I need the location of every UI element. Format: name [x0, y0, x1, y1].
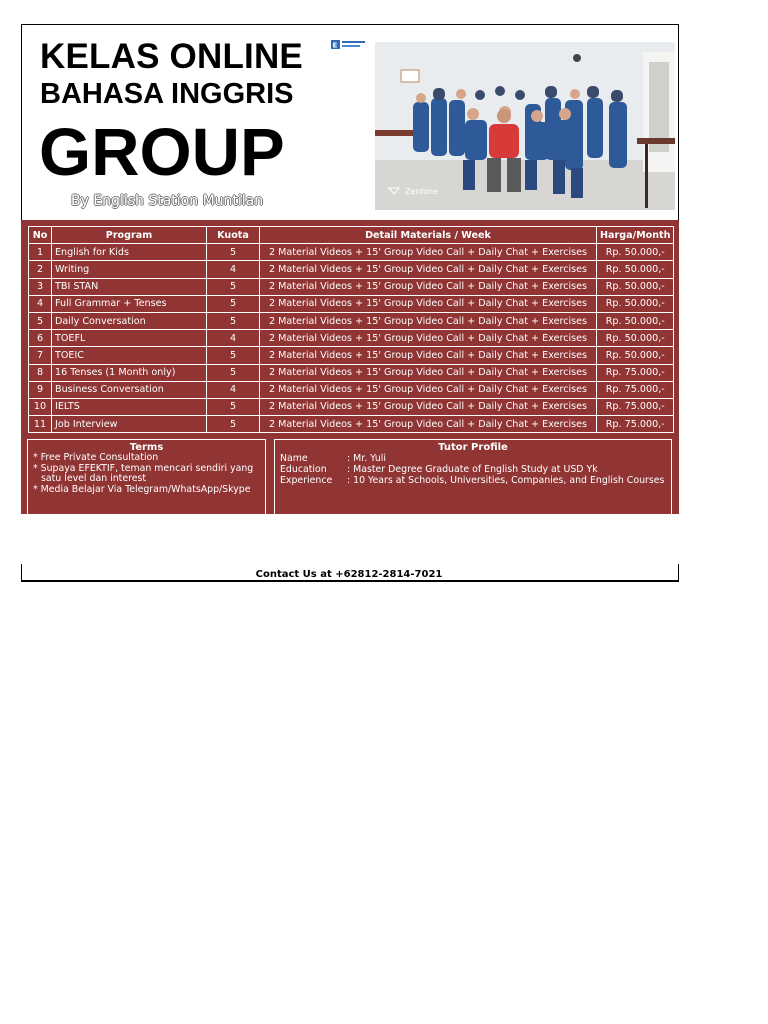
tutor-profile-title: Tutor Profile	[438, 442, 508, 453]
pricing-table	[28, 226, 674, 433]
col-header-kuota: Kuota	[207, 227, 260, 244]
table-row	[29, 416, 674, 433]
table-header-row	[29, 227, 674, 244]
cell-no: 11	[29, 416, 52, 433]
cell-harga: Rp. 50.000,-	[597, 312, 674, 329]
cell-no: 7	[29, 347, 52, 364]
flyer-header	[21, 24, 679, 221]
cell-program: English for Kids	[52, 244, 207, 261]
tutor-row-experience	[280, 475, 671, 486]
cell-no: 1	[29, 244, 52, 261]
tutor-row-education	[280, 464, 671, 475]
cell-kuota: 5	[207, 416, 260, 433]
table-row	[29, 381, 674, 398]
tutor-row-name	[280, 453, 671, 464]
terms-title: Terms	[129, 442, 164, 453]
terms-item: satu level dan interest	[41, 473, 147, 485]
table-row	[29, 295, 674, 312]
cell-no: 2	[29, 261, 52, 278]
cell-harga: Rp. 50.000,-	[597, 244, 674, 261]
cell-no: 6	[29, 330, 52, 347]
title-group: GROUP	[39, 115, 285, 190]
tutor-value: : 10 Years at Schools, Universities, Companies, and English Courses	[347, 475, 665, 486]
col-header-no: No	[29, 227, 52, 244]
svg-text:E: E	[332, 41, 338, 50]
group-photo	[375, 42, 675, 210]
cell-kuota: 4	[207, 381, 260, 398]
tutor-key: Name	[280, 453, 308, 464]
contact-line: Contact Us at +62812-2814-7021	[255, 569, 443, 580]
cell-program: 16 Tenses (1 Month only)	[52, 364, 207, 381]
cell-program: Business Conversation	[52, 381, 207, 398]
cell-kuota: 4	[207, 330, 260, 347]
tutor-profile-box	[274, 439, 672, 515]
cell-detail: 2 Material Videos + 15' Group Video Call + Daily Chat + Exercises	[260, 295, 597, 312]
terms-item: * Media Belajar Via Telegram/WhatsApp/Skype	[33, 483, 251, 495]
flyer-document	[21, 24, 679, 582]
cell-kuota: 5	[207, 278, 260, 295]
table-row	[29, 398, 674, 415]
title-kelas-online: KELAS ONLINE	[40, 37, 303, 76]
table-row	[29, 364, 674, 381]
table-row	[29, 347, 674, 364]
photo-watermark-text: Zenfone	[405, 187, 439, 196]
cell-program: Job Interview	[52, 416, 207, 433]
cell-harga: Rp. 75.000,-	[597, 364, 674, 381]
cell-no: 8	[29, 364, 52, 381]
cell-no: 4	[29, 295, 52, 312]
cell-harga: Rp. 50.000,-	[597, 295, 674, 312]
cell-detail: 2 Material Videos + 15' Group Video Call + Daily Chat + Exercises	[260, 398, 597, 415]
tutor-value: : Mr. Yuli	[347, 453, 386, 464]
cell-no: 10	[29, 398, 52, 415]
cell-harga: Rp. 50.000,-	[597, 278, 674, 295]
table-row	[29, 330, 674, 347]
col-header-detail: Detail Materials / Week	[260, 227, 597, 244]
col-header-harga: Harga/Month	[597, 227, 674, 244]
cell-harga: Rp. 50.000,-	[597, 347, 674, 364]
cell-program: Writing	[52, 261, 207, 278]
cell-kuota: 5	[207, 347, 260, 364]
english-station-logo-icon	[331, 39, 366, 51]
cell-program: TOEFL	[52, 330, 207, 347]
cell-harga: Rp. 75.000,-	[597, 416, 674, 433]
cell-kuota: 5	[207, 244, 260, 261]
tutor-key: Education	[280, 464, 327, 475]
terms-list	[33, 453, 265, 495]
cell-no: 5	[29, 312, 52, 329]
pricing-panel	[21, 220, 679, 514]
cell-harga: Rp. 75.000,-	[597, 398, 674, 415]
cell-harga: Rp. 75.000,-	[597, 381, 674, 398]
cell-detail: 2 Material Videos + 15' Group Video Call + Daily Chat + Exercises	[260, 347, 597, 364]
cell-detail: 2 Material Videos + 15' Group Video Call + Daily Chat + Exercises	[260, 381, 597, 398]
terms-item: * Supaya EFEKTIF, teman mencari sendiri yang	[33, 462, 254, 474]
table-row	[29, 312, 674, 329]
cell-kuota: 4	[207, 261, 260, 278]
cell-program: TOEIC	[52, 347, 207, 364]
cell-detail: 2 Material Videos + 15' Group Video Call + Daily Chat + Exercises	[260, 312, 597, 329]
title-bahasa-inggris: BAHASA INGGRIS	[40, 78, 294, 110]
cell-program: TBI STAN	[52, 278, 207, 295]
cell-program: Daily Conversation	[52, 312, 207, 329]
cell-kuota: 5	[207, 312, 260, 329]
cell-detail: 2 Material Videos + 15' Group Video Call + Daily Chat + Exercises	[260, 244, 597, 261]
byline: By English Station Muntilan	[71, 193, 264, 209]
tutor-value: : Master Degree Graduate of English Study at USD Yk	[347, 464, 598, 475]
table-row	[29, 244, 674, 261]
tutor-key: Experience	[280, 475, 333, 486]
cell-detail: 2 Material Videos + 15' Group Video Call + Daily Chat + Exercises	[260, 261, 597, 278]
cell-kuota: 5	[207, 398, 260, 415]
terms-box	[27, 439, 266, 515]
cell-detail: 2 Material Videos + 15' Group Video Call + Daily Chat + Exercises	[260, 416, 597, 433]
cell-no: 9	[29, 381, 52, 398]
terms-item: * Free Private Consultation	[33, 452, 159, 463]
cell-harga: Rp. 50.000,-	[597, 330, 674, 347]
cell-detail: 2 Material Videos + 15' Group Video Call + Daily Chat + Exercises	[260, 278, 597, 295]
cell-no: 3	[29, 278, 52, 295]
cell-program: IELTS	[52, 398, 207, 415]
cell-program: Full Grammar + Tenses	[52, 295, 207, 312]
table-row	[29, 261, 674, 278]
cell-harga: Rp. 50.000,-	[597, 261, 674, 278]
table-row	[29, 278, 674, 295]
cell-kuota: 5	[207, 295, 260, 312]
cell-kuota: 5	[207, 364, 260, 381]
col-header-program: Program	[52, 227, 207, 244]
cell-detail: 2 Material Videos + 15' Group Video Call + Daily Chat + Exercises	[260, 364, 597, 381]
cell-detail: 2 Material Videos + 15' Group Video Call + Daily Chat + Exercises	[260, 330, 597, 347]
